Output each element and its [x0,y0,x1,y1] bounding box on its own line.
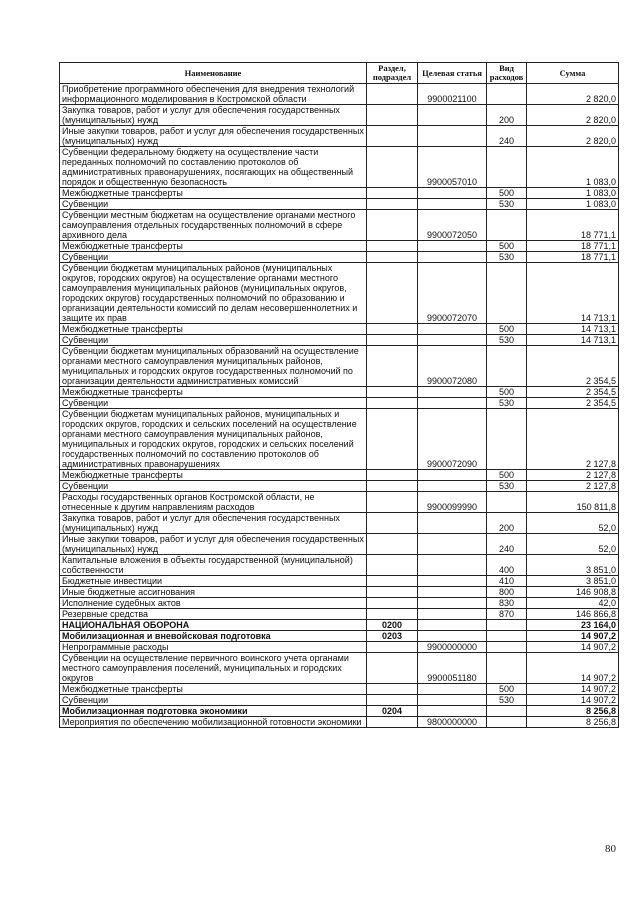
row-sum: 14 713,1 [527,324,619,335]
row-sum: 14 713,1 [527,335,619,346]
row-section [367,241,418,252]
table-row [60,653,619,684]
row-code [418,335,487,346]
row-vid: 530 [487,481,527,492]
row-name: Субвенции [60,481,367,492]
row-section [367,576,418,587]
row-name: Межбюджетные трансферты [60,324,367,335]
row-sum: 2 354,5 [527,346,619,387]
row-section [367,695,418,706]
table-row [60,387,619,398]
row-code [418,534,487,555]
row-sum: 146 866,8 [527,609,619,620]
row-vid [487,706,527,717]
row-section [367,346,418,387]
row-name: Непрограммные расходы [60,642,367,653]
row-vid: 500 [487,324,527,335]
row-code [418,620,487,631]
table-row [60,263,619,324]
table-row [60,642,619,653]
row-name: Капитальные вложения в объекты государственной (муниципальной) собственности [60,555,367,576]
table-row [60,576,619,587]
row-name: Мобилизационная и вневойсковая подготовка [60,631,367,642]
row-sum: 2 127,8 [527,481,619,492]
row-section [367,481,418,492]
header-vid: Вид расходов [487,63,527,84]
row-sum: 14 907,2 [527,684,619,695]
row-code [418,631,487,642]
row-vid: 870 [487,609,527,620]
row-name: Бюджетные инвестиции [60,576,367,587]
row-code [418,706,487,717]
row-section [367,147,418,188]
row-vid: 410 [487,576,527,587]
row-vid: 530 [487,398,527,409]
row-name: Субвенции [60,199,367,210]
row-code: 9900072050 [418,210,487,241]
row-sum: 146 908,8 [527,587,619,598]
row-code [418,199,487,210]
row-code [418,470,487,481]
row-section [367,684,418,695]
table-row [60,241,619,252]
row-section [367,598,418,609]
row-section: 0204 [367,706,418,717]
row-vid [487,642,527,653]
row-vid: 200 [487,105,527,126]
row-section [367,263,418,324]
row-section [367,188,418,199]
row-vid: 500 [487,241,527,252]
row-code [418,398,487,409]
row-name: Субвенции федеральному бюджету на осуществление части переданных полномочий по составлению протоколов об административных правонарушениях, посягающих на общественный порядок и общественную безопасность [60,147,367,188]
row-section [367,387,418,398]
header-section: Раздел, подраздел [367,63,418,84]
table-row [60,684,619,695]
row-code: 9900021100 [418,84,487,105]
row-name: Межбюджетные трансферты [60,684,367,695]
table-row [60,695,619,706]
row-section [367,513,418,534]
row-vid [487,620,527,631]
row-name: Субвенции [60,695,367,706]
row-vid [487,346,527,387]
row-vid [487,84,527,105]
row-section [367,126,418,147]
table-row [60,210,619,241]
row-sum: 2 820,0 [527,84,619,105]
row-name: Субвенции [60,252,367,263]
row-sum: 2 820,0 [527,126,619,147]
table-row [60,84,619,105]
table-row [60,147,619,188]
table-row [60,609,619,620]
row-sum: 2 127,8 [527,470,619,481]
row-vid: 500 [487,188,527,199]
row-section: 0203 [367,631,418,642]
row-code: 9900099990 [418,492,487,513]
row-sum: 14 907,2 [527,642,619,653]
row-sum: 1 083,0 [527,147,619,188]
row-code [418,609,487,620]
row-sum: 18 771,1 [527,252,619,263]
table-row [60,706,619,717]
row-name: Субвенции [60,398,367,409]
row-section [367,398,418,409]
table-row [60,188,619,199]
row-code [418,576,487,587]
row-sum: 2 354,5 [527,387,619,398]
row-vid: 400 [487,555,527,576]
table-row [60,717,619,728]
row-name: Субвенции местным бюджетам на осуществление органами местного самоуправления отдельных государственных полномочий в сфере архивного дела [60,210,367,241]
row-code [418,684,487,695]
row-code [418,513,487,534]
row-code [418,598,487,609]
row-section [367,717,418,728]
table-row [60,398,619,409]
row-code [418,587,487,598]
row-code [418,324,487,335]
row-vid: 500 [487,387,527,398]
row-name: Иные закупки товаров, работ и услуг для обеспечения государственных (муниципальных) нужд [60,126,367,147]
row-vid [487,409,527,470]
table-body [60,84,619,728]
row-vid [487,717,527,728]
row-sum: 14 907,2 [527,631,619,642]
table-row [60,346,619,387]
table-row [60,324,619,335]
row-section [367,555,418,576]
row-section [367,409,418,470]
row-name: Иные закупки товаров, работ и услуг для обеспечения государственных (муниципальных) нужд [60,534,367,555]
row-code: 9900000000 [418,642,487,653]
row-section [367,534,418,555]
row-code: 9900057010 [418,147,487,188]
row-sum: 3 851,0 [527,555,619,576]
row-name: Субвенции на осуществление первичного воинского учета органами местного самоуправления поселений, муниципальных и городских округов [60,653,367,684]
row-name: Межбюджетные трансферты [60,387,367,398]
row-vid [487,653,527,684]
row-name: Резервные средства [60,609,367,620]
row-sum: 3 851,0 [527,576,619,587]
row-sum: 42,0 [527,598,619,609]
row-vid: 500 [487,684,527,695]
table-row [60,252,619,263]
row-code: 9900051180 [418,653,487,684]
row-vid [487,210,527,241]
row-sum: 14 713,1 [527,263,619,324]
row-vid [487,147,527,188]
table-row [60,335,619,346]
table-row [60,126,619,147]
row-section [367,324,418,335]
row-vid: 830 [487,598,527,609]
row-name: Межбюджетные трансферты [60,470,367,481]
row-code: 9800000000 [418,717,487,728]
row-name: Субвенции [60,335,367,346]
row-vid [487,631,527,642]
row-section [367,587,418,598]
row-sum: 52,0 [527,513,619,534]
table-row [60,555,619,576]
row-code [418,105,487,126]
row-section [367,199,418,210]
budget-table [59,62,619,728]
row-name: Мобилизационная подготовка экономики [60,706,367,717]
row-sum: 2 354,5 [527,398,619,409]
table-row [60,587,619,598]
row-vid: 240 [487,534,527,555]
table-row [60,631,619,642]
row-name: Межбюджетные трансферты [60,241,367,252]
row-vid: 530 [487,199,527,210]
row-code [418,252,487,263]
row-section [367,335,418,346]
row-sum: 18 771,1 [527,210,619,241]
row-sum: 23 164,0 [527,620,619,631]
page-number: 80 [605,843,616,855]
row-vid [487,492,527,513]
row-name: Мероприятия по обеспечению мобилизационной готовности экономики [60,717,367,728]
row-section [367,653,418,684]
row-section [367,210,418,241]
row-code: 9900072070 [418,263,487,324]
row-name: Иные бюджетные ассигнования [60,587,367,598]
row-sum: 1 083,0 [527,199,619,210]
row-sum: 52,0 [527,534,619,555]
row-section [367,609,418,620]
header-name: Наименование [60,63,367,84]
row-code [418,241,487,252]
row-name: Межбюджетные трансферты [60,188,367,199]
row-sum: 150 811,8 [527,492,619,513]
row-section [367,470,418,481]
row-section [367,252,418,263]
row-sum: 2 127,8 [527,409,619,470]
table-row [60,534,619,555]
row-section [367,492,418,513]
table-row [60,598,619,609]
row-code: 9900072080 [418,346,487,387]
table-row [60,199,619,210]
row-section [367,642,418,653]
row-sum: 8 256,8 [527,706,619,717]
row-sum: 1 083,0 [527,188,619,199]
table-row [60,513,619,534]
row-name: Закупка товаров, работ и услуг для обеспечения государственных (муниципальных) нужд [60,105,367,126]
row-sum: 8 256,8 [527,717,619,728]
table-row [60,481,619,492]
row-code [418,481,487,492]
row-name: Приобретение программного обеспечения для внедрения технологий информационного моделирования в Костромской области [60,84,367,105]
row-sum: 2 820,0 [527,105,619,126]
row-code: 9900072090 [418,409,487,470]
row-name: НАЦИОНАЛЬНАЯ ОБОРОНА [60,620,367,631]
row-section [367,84,418,105]
row-code [418,126,487,147]
header-code: Целевая статья [418,63,487,84]
table-row [60,492,619,513]
row-name: Исполнение судебных актов [60,598,367,609]
row-code [418,555,487,576]
row-code [418,695,487,706]
table-row [60,409,619,470]
row-vid: 530 [487,252,527,263]
row-name: Расходы государственных органов Костромской области, не отнесенные к другим направлениям расходов [60,492,367,513]
row-vid: 200 [487,513,527,534]
row-vid: 500 [487,470,527,481]
row-code [418,188,487,199]
row-name: Субвенции бюджетам муниципальных районов (муниципальных округов, городских округов) на осуществление органами местного самоуправления муниципальных районов (муниципальных округов, городских округов) государственных полномочий по образованию и организации деятельности комиссий по делам несовершеннолетних и защите их прав [60,263,367,324]
header-sum: Сумма [527,63,619,84]
row-vid: 800 [487,587,527,598]
row-name: Субвенции бюджетам муниципальных образований на осуществление органами местного самоуправления муниципальных районов, муниципальных и городских округов государственных полномочий по организации деятельности административных комиссий [60,346,367,387]
row-vid: 240 [487,126,527,147]
row-sum: 14 907,2 [527,653,619,684]
row-section: 0200 [367,620,418,631]
row-vid [487,263,527,324]
header-row [60,63,619,84]
row-vid: 530 [487,695,527,706]
row-sum: 18 771,1 [527,241,619,252]
table-row [60,105,619,126]
row-section [367,105,418,126]
table-row [60,620,619,631]
row-code [418,387,487,398]
row-vid: 530 [487,335,527,346]
row-sum: 14 907,2 [527,695,619,706]
table-row [60,470,619,481]
row-name: Закупка товаров, работ и услуг для обеспечения государственных (муниципальных) нужд [60,513,367,534]
row-name: Субвенции бюджетам муниципальных районов, муниципальных и городских округов, городских и сельских поселений на осуществление органами местного самоуправления муниципальных районов, муниципальных и городских округов, городских и сельских поселений государственных полномочий по составлению протоколов об административных правонарушениях [60,409,367,470]
